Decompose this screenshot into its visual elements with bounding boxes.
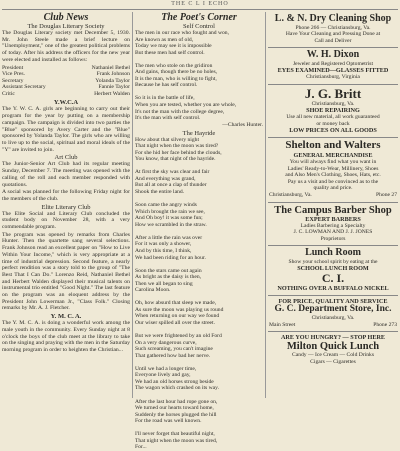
officer-role: Vice Pres. [2,71,26,78]
ad-title: The Campus Barber Shop [274,204,392,216]
officer-role: Critic [2,90,15,97]
ad-line: Christiansburg, Va. [311,100,355,107]
ad-milton-lunch [268,332,398,368]
ad-line: and Also Men's Clothing, Shoes, Hats, etc. [285,172,381,179]
douglas-society-heading: The Douglas Literary Society [27,23,105,30]
officer-row [2,71,130,78]
elite-club-heading: Elite Literary Club [41,203,91,211]
elite-club-paragraph: The Elite Social and Literary Club concluded the student body on November 28, with a very commendable program. [2,210,130,231]
ad-line: J. C. LOWMAN AND J. J. JONES [293,229,373,236]
ad-line: Cigars — Cigarettes [310,358,356,365]
ad-britt [268,85,398,138]
officer-role: Assistant Secretary [2,84,46,91]
elite-club-paragraph: The program was opened by remarks from Charles Hunter. Then the quartette sang several selections. Frank Johnson read an excellent paper on "How to Live Within Your Income," which is very appropriate at a time of industrial depression. Second feature, a nearly perfect rendition was a story told to the group of "The Best That I Can Do." Lorenzo Reid, Nathaniel Bethel and Herbert Walden displayed their musical talents on instrumental trio entitled "Good Night." The last feature on the program was an eloquent address by the President John Lowerman Jr., "Class Folk." Closing remarks by Mr. A. J. Fletcher. [2,231,130,312]
ad-line: Use all new material, all work guaranteed [286,114,380,121]
ad-line: Candy — Ice Cream — Cold Drinks [291,352,375,359]
club-news-heading: Club News [43,12,89,23]
poets-corner-heading: The Poet's Corner [161,12,237,23]
ad-footer [269,192,397,199]
self-control-poem: The men in our race who fought and won, Are known as men of old, Today we may see it is impossible But these men had self control. The men who stole on the gridiron And gains, though there be no holes, It is the man, who is willing to fight, Because he has self control. So it is in the battle of life, When you are tested, whether you are whole, It's not the man with the college degree, It's the man with self control. [135,30,237,122]
ad-campus-barber [268,203,398,247]
ad-line: EYES EXAMINED—GLASSES FITTED [277,67,389,75]
ad-line: Proprietors [320,235,346,242]
newspaper-header: THE C L I ECHO [171,1,229,7]
ad-department-store [268,296,398,332]
ad-title: G. C. Department Store, Inc. [274,303,392,314]
ad-line: Jeweler and Registered Optometrist [293,60,373,67]
header-rule [2,9,398,10]
self-control-title: Self Control [183,23,215,30]
ad-dixon [268,48,398,85]
ad-phone: Phone 27 [376,191,397,198]
ymca-paragraph: The Y. M. C. A. is doing a wonderful work among the male youth in the community. Every Sunday night at 8 o'clock the boys of the club meet at the library to take on the singing and praying with the men in the Saturday morning program in order to heighten the Christian... [2,320,130,353]
officer-role: Secretary [2,77,24,84]
ad-line: quality and price. [313,185,353,192]
ad-line: FOR PRICE, QUALITY AND SERVICE [278,297,388,305]
art-club-paragraph: The Junior-Senior Art Club had its regular meeting Sunday, December 7. The meeting was opened with the calling of the roll and each member responded with quotations. [2,161,130,188]
ad-title: Milton Quick Lunch [286,341,380,353]
ad-title: W. H. Dixon [306,49,360,61]
self-control-author: —Charles Hunter. [222,121,263,128]
ad-line: Ladies Barbering a Specialty [300,222,366,229]
officer-name: Frank Johnson [96,71,130,78]
ad-emblem: C. I. [321,271,345,286]
ad-lunch-room [268,246,398,296]
ad-line: Have Your Cleaning and Pressing Done at [285,31,381,38]
officers-table [2,65,130,98]
ad-footer [269,322,397,329]
ad-location: Christiansburg, Va. [269,191,312,198]
ad-title: J. G. Britt [304,85,362,101]
officer-row [2,65,130,72]
ad-line: Pay us a visit and be convinced as to the [287,178,379,185]
officer-row [2,78,130,85]
ad-line: or money back [316,120,350,127]
officer-row [2,91,130,98]
officer-name: Yolanda Taylor [95,77,130,84]
column-divider [265,12,266,398]
ad-line: Show your school spirit by eating at the [288,258,378,265]
ad-location: Main Street [269,321,296,328]
ywca-paragraph: The Y. W. C. A. girls are beginning to carry out their program for the year by putting on a membership campaign. The campaign is divided into two parties the "Blue" sponsored by Avery Carter and the "Blue" sponsored by Yolanda Taylor. The girls who are willing to live up to the social, spiritual and moral ideals of the "Y" are invited to join. [2,106,130,153]
ywca-heading: Y.W.C.A [53,99,79,107]
ad-line: SHOE REPAIRING [306,107,360,115]
ad-line: Christiansburg, Va. [311,314,355,321]
advertisements-column [268,12,398,398]
ad-title: L. & N. Dry Cleaning Shop [274,13,392,24]
ad-line: SCHOOL LUNCH ROOM [297,265,369,273]
ad-line: NOTHING OVER A BUFFALO NICKEL [277,284,389,292]
hayride-poem: How about that silvery night That night when the moon was tired? For she hid her face behind the clouds, You know, that night of the hayride. At first the sky was clear and fair And everything was grand, But all at once a clap of thunder Shook the entire land. Soon came the angry winds Which brought the rain we see, And Oh boy! it was some fun; How we scrambled in the straw. After a little the rain was over For it was only a shower, And by this time, I think, We had been riding for an hour. Soon the stars came out again As bright as the daisy is then, Then we all began to sing Carolina Moon. Oh, how absurd that sleep we made, As sure the moon was playing us round When returning on our way we found Our wiser spilled all over the street. But we were frightened by an old Ford On a very dangerous curve, Such screaming, you can't imagine That gathered how bad her nerve. Until we had a longer time, Everyone lively and gay, We had an old horses strong beside The wagon which crashed on its way. After the last hour had rope gone on, We turned our hearts toward home, Suddenly the horses plugged the hill For the road was well known. I'll never forget that beautiful night, That night when the moon was tired, For... [135,136,224,451]
ad-line: Phone 266 — Christiansburg, Va. [295,24,371,31]
officer-name: Fannie Taylor [98,84,130,91]
ad-title: Lunch Room [305,247,361,259]
ad-phone: Phone 273 [373,321,397,328]
officer-row [2,84,130,91]
ad-line: Christiansburg, Virginia [306,74,360,81]
poets-corner-column [135,12,263,451]
ad-dry-cleaning [268,12,398,48]
officer-role: President [2,64,24,71]
ad-line: Call and Deliver [314,37,352,44]
ad-line: Ladies' Ready-to-Wear, Millinery, Shoes [287,165,379,172]
club-news-column [2,12,130,398]
ad-title: Shelton and Walters [285,139,381,152]
ad-subtitle: EXPERT BARBERS [305,215,361,223]
officer-name: Nathaniel Bethel [91,64,130,71]
ad-subtitle: GENERAL MERCHANDISE [293,151,373,159]
douglas-paragraph: The Douglas Literary society met December 5, 1930. Mr. John Steele made a brief lecture on "Unemployment," one of the greatest political problems of today. After his address the officers for the new year were elected and installed as follows: [2,30,130,63]
ymca-heading: Y. M. C. A. [50,313,82,321]
officer-name: Herbert Walden [94,90,130,97]
ad-line: ARE YOU HUNGRY? — STOP HERE [280,334,386,342]
ad-line: LOW PRICES ON ALL GOODS [289,127,377,135]
ad-line: You will always find what you want in [289,158,377,165]
art-club-heading: Art Club [54,154,78,162]
hayride-title: The Hayride [182,129,216,137]
ad-shelton-walters [268,138,398,202]
column-divider [132,12,133,398]
art-club-paragraph: A social was planned for the following Friday night for the members of the club. [2,189,130,202]
